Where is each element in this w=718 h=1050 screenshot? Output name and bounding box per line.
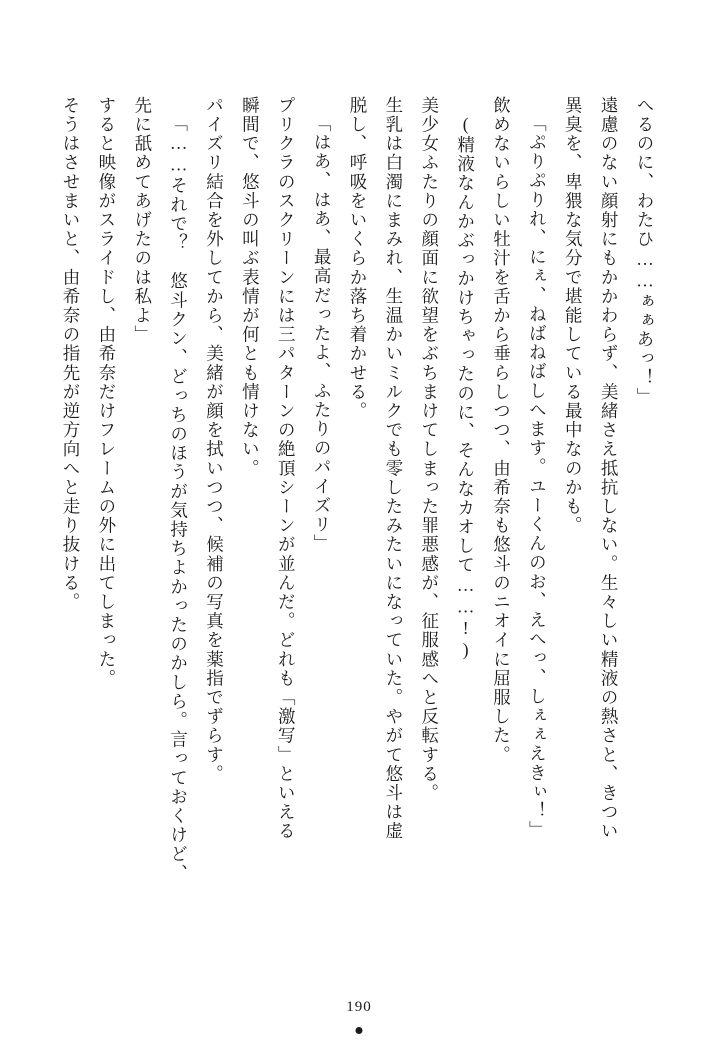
paragraph: へるのに、わたひ……ぁぁあっ！」 <box>635 96 655 407</box>
paragraph: 脱し、呼吸をいくらか落ち着かせる。 <box>348 96 368 421</box>
paragraph: 遠慮のない顔射にもかかわらず、美緒さえ抵抗しない。生々しい精液の熱さと、きつい <box>599 96 620 841</box>
paragraph: プリクラのスクリーンには三パターンの絶頂シーンが並んだ。どれも「激写」といえる <box>276 96 297 841</box>
paragraph: 瞬間で、悠斗の叫ぶ表情が何とも情けない。 <box>240 96 261 478</box>
paragraph: (精液なんかぶっかけちゃったのに、そんなカオして……!) <box>455 113 476 661</box>
paragraph: 異臭を、卑猥な気分で堪能している最中なのかも。 <box>563 96 584 536</box>
paragraph: 生乳は白濁にまみれ、生温かいミルクでも零したみたいになっていた。やがて悠斗は虚 <box>383 96 404 841</box>
footer-dot-ornament <box>356 1027 363 1034</box>
paragraph: 「はあ、はあ、最高だったよ、ふたりのパイズリ」 <box>312 113 333 553</box>
page-number: 190 <box>346 999 372 1015</box>
paragraph: パイズリ結合を外してから、美緒が顔を拭いつつ、候補の写真を薬指でずらす。 <box>204 96 225 784</box>
paragraph: 美少女ふたりの顔面に欲望をぶちまけてしまった罪悪感が、征服感へと反転する。 <box>419 96 440 803</box>
paragraph: そうはさせまいと、由希奈の指先が逆方向へと走り抜ける。 <box>61 96 81 612</box>
novel-body-text <box>62 96 662 976</box>
paragraph: 先に舐めてあげたのは私よ」 <box>132 96 153 345</box>
paragraph: 「ぷりぷりれ、にぇ、ねばねばしへます。ユーくんのお、えへっ、しぇぇえきぃ！」 <box>527 113 548 840</box>
paragraph: すると映像がスライドし、由希奈だけフレームの外に出てしまった。 <box>96 96 117 689</box>
paragraph: 飲めないらしい牡汁を舌から垂らしつつ、由希奈も悠斗のニオイに屈服した。 <box>491 96 512 765</box>
paragraph: 「……それで？ 悠斗クン、どっちのほうが気持ちよかったのかしら。言っておくけど、 <box>168 113 189 883</box>
